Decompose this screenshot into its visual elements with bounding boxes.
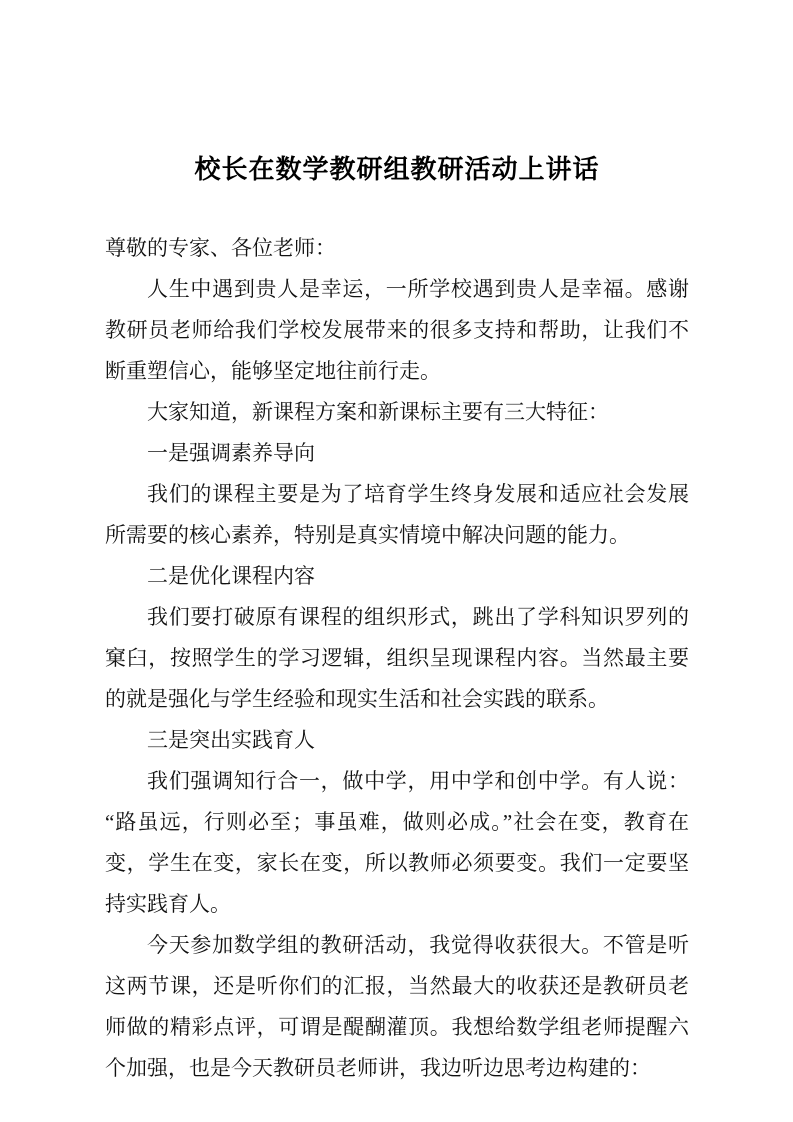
paragraph: 二是优化课程内容 — [147, 564, 315, 588]
paragraph: 我们的课程主要是为了培育学生终身发展和适应社会发展所需要的核心素养，特别是真实情境中解决问题的能力。 — [105, 482, 689, 547]
paragraph: 我们强调知行合一，做中学，用中学和创中学。有人说：“路虽远，行则必至；事虽难，做则必成。”社会在变，教育在变，学生在变，家长在变，所以教师必须要变。我们一定要坚持实践育人。 — [105, 769, 689, 916]
document-title: 校长在数学教研组教研活动上讲话 — [194, 155, 600, 184]
paragraph: 我们要打破原有课程的组织形式，跳出了学科知识罗列的窠臼，按照学生的学习逻辑，组织呈现课程内容。当然最主要的就是强化与学生经验和现实生活和社会实践的联系。 — [105, 605, 689, 711]
paragraph: 大家知道，新课程方案和新课标主要有三大特征： — [147, 400, 609, 424]
paragraph: 人生中遇到贵人是幸运，一所学校遇到贵人是幸福。感谢教研员老师给我们学校发展带来的很多支持和帮助，让我们不断重塑信心，能够坚定地往前行走。 — [105, 277, 689, 383]
paragraph: 今天参加数学组的教研活动，我觉得收获很大。不管是听这两节课，还是听你们的汇报，当然最大的收获还是教研员老师做的精彩点评，可谓是醍醐灌顶。我想给数学组老师提醒六个加强，也是今天教研员老师讲，我边听边思考边构建的： — [105, 933, 689, 1080]
document-body — [105, 228, 689, 1089]
paragraph: 一是强调素养导向 — [147, 441, 315, 465]
paragraph: 三是突出实践育人 — [147, 728, 315, 752]
paragraph: 尊敬的专家、各位老师： — [105, 236, 336, 260]
